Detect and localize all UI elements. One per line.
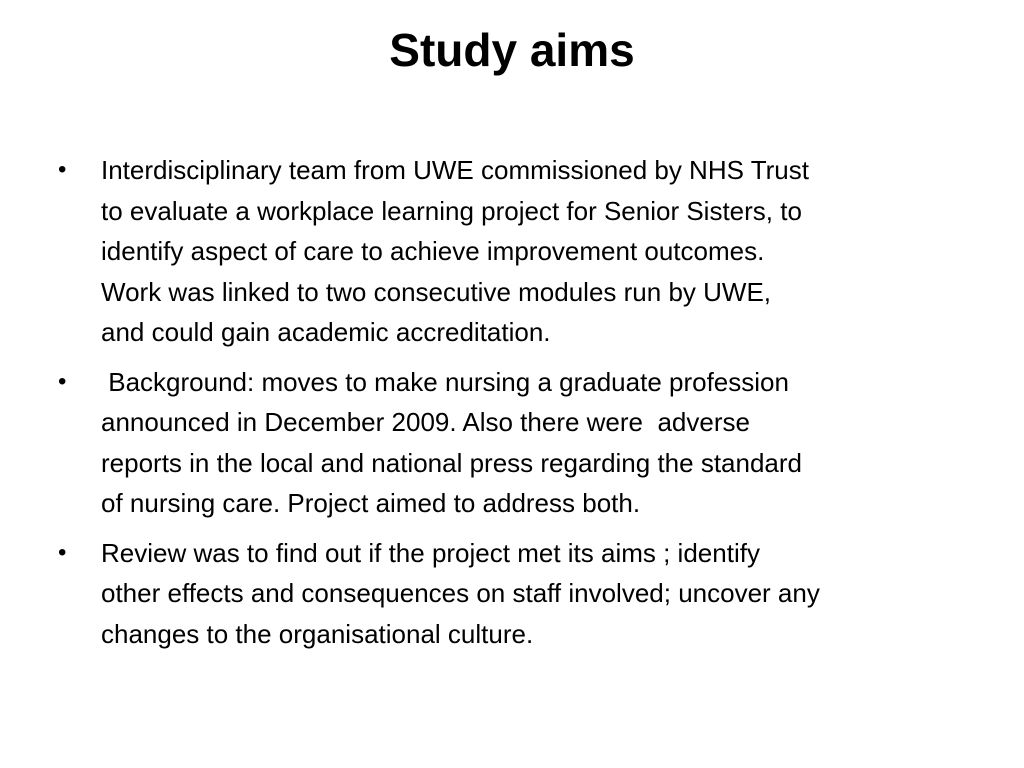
bullet-text-line: Work was linked to two consecutive modules run by UWE, [101,276,772,307]
bullet-item-background [58,362,970,524]
slide-title: Study aims [389,24,635,76]
bullet-text-line: identify aspect of care to achieve improvement outcomes. [101,236,765,266]
bullet-dot-icon: • [58,538,67,566]
bullet-text-line: announced in December 2009. Also there were adverse [101,407,750,437]
bullet-list [58,150,970,663]
bullet-item-team [58,150,970,353]
bullet-text-line: changes to the organisational culture. [101,618,534,649]
bullet-text-line: to evaluate a workplace learning project for Senior Sisters, to [101,195,802,226]
bullet-dot-icon: • [58,367,67,395]
bullet-text-line: Interdisciplinary team from UWE commissioned by NHS Trust [101,155,809,185]
bullet-text-line: other effects and consequences on staff involved; uncover any [101,578,820,608]
bullet-text-line: Background: moves to make nursing a graduate profession [101,366,789,397]
bullet-text-line: and could gain academic accreditation. [101,317,551,347]
bullet-text-line: Review was to find out if the project met its aims ; identify [101,537,760,568]
bullet-item-review [58,533,970,655]
bullet-text-line: reports in the local and national press regarding the standard [101,447,802,478]
bullet-dot-icon: • [58,156,67,183]
bullet-text-line: of nursing care. Project aimed to address both. [101,488,641,518]
